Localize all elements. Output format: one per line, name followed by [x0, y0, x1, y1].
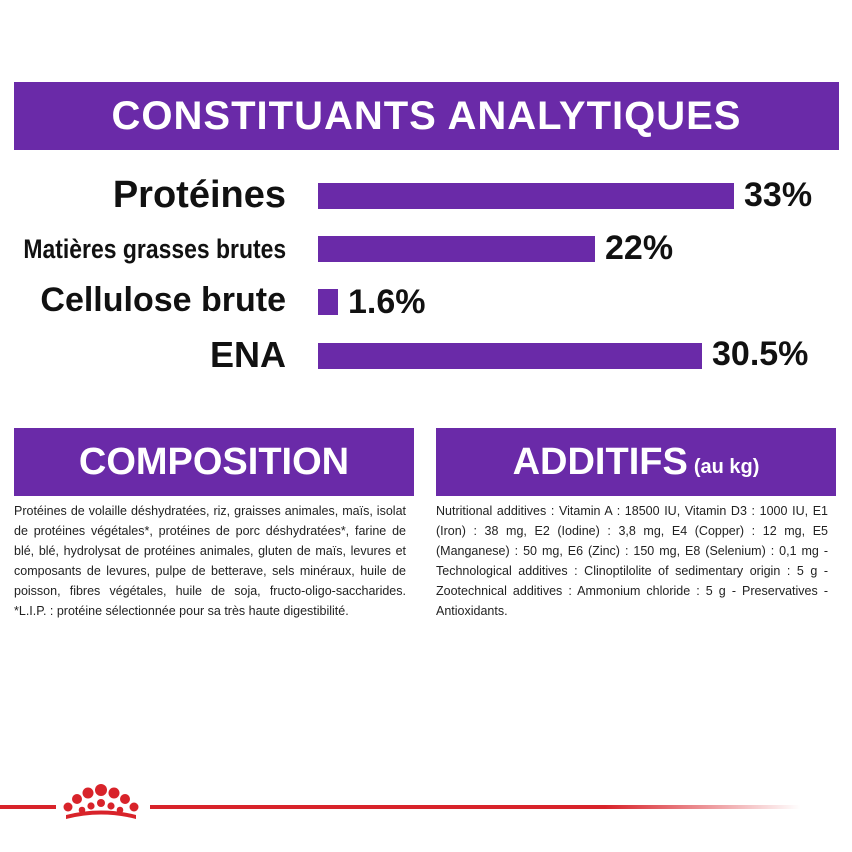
bar-matieres-grasses: [318, 236, 595, 262]
bar-proteines: [318, 183, 734, 209]
value-ena: 30.5%: [712, 335, 809, 373]
royal-canin-crown-icon: [58, 782, 144, 824]
bar-cellulose: [318, 289, 338, 315]
footer-line-right: [150, 805, 800, 809]
additives-title: ADDITIFS: [512, 440, 688, 483]
analytical-banner: [14, 82, 839, 150]
value-matieres-grasses: 22%: [605, 229, 674, 267]
row-label-matieres-grasses: Matières grasses brutes: [23, 234, 286, 264]
row-label-cellulose: Cellulose brute: [40, 281, 286, 319]
composition-banner: [14, 428, 414, 496]
analytical-title: CONSTITUANTS ANALYTIQUES: [111, 93, 742, 138]
row-label-proteines: Protéines: [112, 174, 286, 216]
additives-subtitle: (au kg): [693, 455, 760, 478]
value-cellulose: 1.6%: [348, 283, 426, 321]
composition-text: Protéines de volaille déshydratées, riz, graisses animales, maïs, isolat de protéines végétales*, protéines de porc déshydratées*, farine de blé, blé, hydrolysat de protéines animales, gluten de maïs, levures et composants de levures, pulpe de betterave, sels minéraux, huile de poisson, fibres végétales, huile de soja, fructo-oligo-saccharides. *L.I.P. : protéine sélectionnée pour sa très haute digestibilité.: [14, 504, 406, 618]
row-label-ena: ENA: [209, 334, 286, 375]
bar-ena: [318, 343, 702, 369]
additives-text: Nutritional additives : Vitamin A : 18500 IU, Vitamin D3 : 1000 IU, E1 (Iron) : 38 mg, E2 (Iodine) : 3,8 mg, E4 (Copper) : 12 mg, E5 (Manganese) : 50 mg, E6 (Zinc) : 150 mg, E8 (Selenium) : 0,1 mg - Technological additives : Clinoptilolite of sedimentary origin : 5 g - Zootechnical additives : Ammonium chloride : 5 g - Preservatives - Antioxidants.: [436, 504, 828, 618]
footer-line-left: [0, 805, 56, 809]
value-proteines: 33%: [744, 176, 813, 214]
composition-title: COMPOSITION: [78, 440, 350, 483]
additives-banner: [436, 428, 836, 496]
